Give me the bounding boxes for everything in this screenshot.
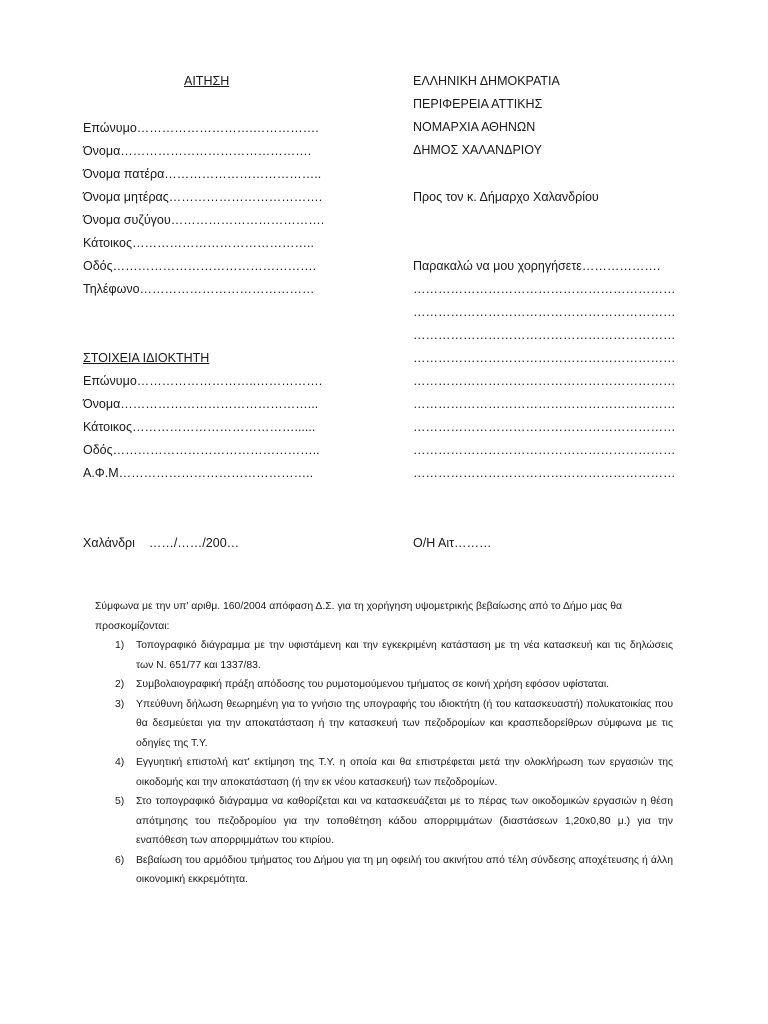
requirement-number: 4) (115, 757, 125, 768)
requirement-number: 1) (115, 640, 125, 651)
authority-line-region: ΠΕΡΙΦΕΡΕΙΑ ΑΤΤΙΚΗΣ (413, 97, 543, 111)
owner-name-field[interactable]: Όνομα………………………………………... (83, 397, 319, 411)
applicant-surname-field[interactable]: Επώνυμο……………………….……………. (83, 121, 319, 135)
request-blank-line[interactable]: ……………………………………………………… (413, 397, 676, 411)
authority-line-prefecture: ΝΟΜΑΡΧΙΑ ΑΘΗΝΩΝ (413, 120, 536, 134)
request-blank-line[interactable]: ……………………………………………………… (413, 374, 676, 388)
requirement-item (95, 792, 673, 851)
request-blank-line[interactable]: ……………………………………………………… (413, 420, 676, 434)
applicant-phone-field[interactable]: Τηλέφωνο…………………………………… (83, 282, 315, 296)
authority-line-municipality: ΔΗΜΟΣ ΧΑΛΑΝΔΡΙΟΥ (413, 143, 542, 157)
applicant-signature-field[interactable]: Ο/Η Αιτ……… (413, 536, 492, 550)
request-blank-line[interactable]: ……………………………………………………… (413, 282, 676, 296)
request-blank-line[interactable]: ……………………………………………………… (413, 351, 676, 365)
request-blank-line[interactable]: ……………………………………………………… (413, 328, 676, 342)
requirement-text: Στο τοπογραφικό διάγραμμα να καθορίζεται και να κατασκευάζεται με το πέρας των οικοδομικών εργασιών η θέση απότμησης του πεζοδρομίου για την τοποθέτηση κάδου απορριμμάτων (διαστάσεων 1,20x0,80 μ.) για την εναπόθεση των απορριμμάτων του κτιρίου. (136, 796, 673, 846)
requirement-number: 3) (115, 698, 125, 710)
requirement-number: 2) (115, 679, 125, 690)
owner-tax-id-field[interactable]: Α.Φ.Μ……………………………………….. (83, 466, 314, 480)
requirement-text: Τοπογραφικό διάγραμμα με την υφιστάμενη και την εγκεκριμένη κατάσταση με τη νέα κατασκευή και τις δηλώσεις των Ν. 651/77 και 1337/83. (136, 640, 673, 671)
requirement-text: Εγγυητική επιστολή κατ' εκτίμηση της Τ.Υ. η οποία και θα επιστρέφεται μετά την ολοκλήρωση των εργασιών της οικοδομής και την αποκατάσταση (ή την εκ νέου κατασκευή) των πεζοδρομίων. (136, 757, 673, 788)
date-field[interactable]: Χαλάνδρι ……/……/200… (83, 536, 240, 550)
owner-residence-field[interactable]: Κάτοικος…………………………………...... (83, 420, 316, 434)
requirements-section (95, 597, 673, 890)
applicant-spouse-name-field[interactable]: Όνομα συζύγου………………………………. (83, 213, 325, 227)
applicant-residence-field[interactable]: Κάτοικος…………………………………….. (83, 236, 314, 250)
requirement-item (95, 675, 673, 695)
request-blank-line[interactable]: ……………………………………………………… (413, 305, 676, 319)
owner-surname-field[interactable]: Επώνυμο………………………..……………. (83, 374, 323, 388)
requirement-number: 5) (115, 796, 125, 807)
addressee: Προς τον κ. Δήμαρχο Χαλανδρίου (413, 190, 599, 204)
form-title: ΑΙΤΗΣΗ (184, 74, 230, 88)
owner-street-field[interactable]: Οδός………………………………………….. (83, 443, 320, 457)
applicant-street-field[interactable]: Οδός…………………………………………. (83, 259, 317, 273)
request-blank-line[interactable]: ……………………………………………………… (413, 443, 676, 457)
requirement-item (95, 636, 673, 675)
requirements-intro: Σύμφωνα με την υπ' αριθμ. 160/2004 απόφαση Δ.Σ. για τη χορήγηση υψομετρικής βεβαίωσης από το Δήμο μας θα προσκομίζονται: (95, 601, 623, 632)
requirement-text: Συμβολαιογραφική πράξη απόδοσης του ρυμοτομούμενου τμήματος σε κοινή χρήση εφόσον υφίσταται. (136, 679, 610, 690)
requirements-list (95, 636, 673, 890)
applicant-mother-name-field[interactable]: Όνομα μητέρας………………………………. (83, 190, 323, 204)
applicant-name-field[interactable]: Όνομα………………………………………. (83, 144, 312, 158)
requirement-text: Υπεύθυνη δήλωση θεωρημένη για το γνήσιο της υπογραφής του ιδιοκτήτη (ή του κατασκευαστή) πολυκατοικίας που θα δεσμεύεται για την αποκατάσταση ή την κατασκευή των πεζοδρομίων και κρασπεδορείθρων σύμφωνα με τις οδηγίες της Τ.Υ. (136, 698, 673, 749)
authority-line-republic: ΕΛΛΗΝΙΚΗ ΔΗΜΟΚΡΑΤΙΑ (413, 74, 560, 88)
applicant-father-name-field[interactable]: Όνομα πατέρα……………………………….. (83, 167, 322, 181)
requirement-item (95, 695, 673, 754)
request-blank-line[interactable]: ……………………………………………………… (413, 466, 676, 480)
owner-section-title: ΣΤΟΙΧΕΙΑ ΙΔΙΟΚΤΗΤΗ (83, 351, 210, 365)
requirement-item (95, 753, 673, 792)
request-field[interactable]: Παρακαλώ να μου χορηγήσετε………………. (413, 259, 661, 273)
requirement-item (95, 851, 673, 890)
requirement-text: Βεβαίωση του αρμόδιου τμήματος του Δήμου για τη μη οφειλή του ακινήτου από τέλη σύνδεσης αποχέτευσης ή άλλη οικονομική εκκρεμότητα. (136, 854, 673, 885)
requirement-number: 6) (115, 854, 125, 866)
